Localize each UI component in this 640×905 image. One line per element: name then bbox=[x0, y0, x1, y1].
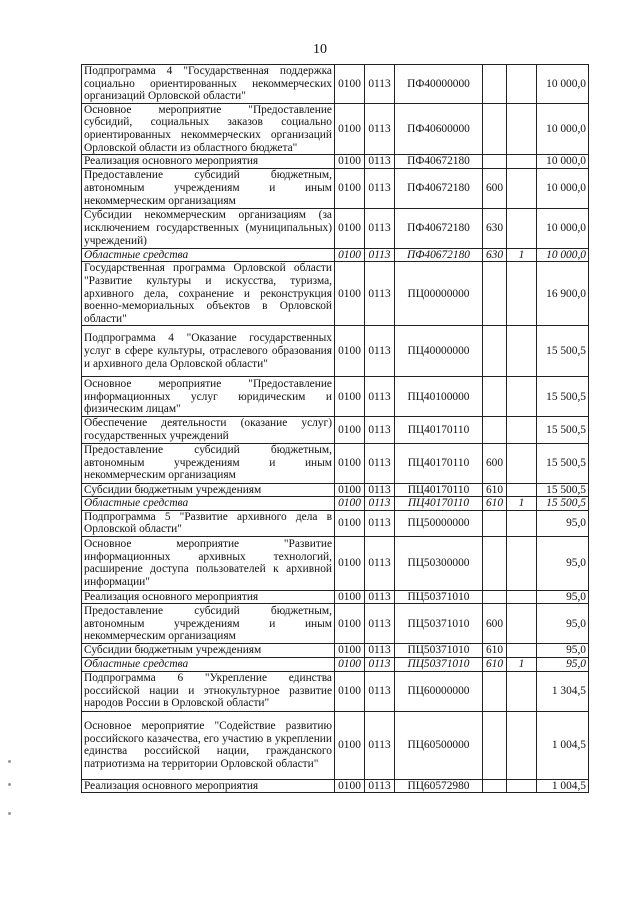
row-amount: 15 500,5 bbox=[537, 443, 589, 483]
table-row bbox=[82, 483, 589, 497]
row-section-code: 0113 bbox=[365, 208, 395, 248]
row-expense-type bbox=[483, 377, 507, 417]
row-grbs-code: 0100 bbox=[335, 658, 365, 672]
row-amount: 10 000,0 bbox=[537, 208, 589, 248]
row-funding-source bbox=[507, 711, 537, 779]
table-row bbox=[82, 536, 589, 590]
row-amount: 1 004,5 bbox=[537, 711, 589, 779]
table-row bbox=[82, 711, 589, 779]
row-grbs-code: 0100 bbox=[335, 443, 365, 483]
row-amount: 95,0 bbox=[537, 536, 589, 590]
row-target-article: ПЦ50371010 bbox=[395, 604, 483, 644]
row-grbs-code: 0100 bbox=[335, 208, 365, 248]
margin-mark bbox=[8, 760, 11, 763]
row-target-article: ПФ40600000 bbox=[395, 103, 483, 154]
row-amount: 1 304,5 bbox=[537, 671, 589, 711]
row-expense-type bbox=[483, 779, 507, 793]
page-number: 10 bbox=[313, 42, 327, 57]
row-amount: 15 500,5 bbox=[537, 417, 589, 443]
row-section-code: 0113 bbox=[365, 497, 395, 511]
row-amount: 1 004,5 bbox=[537, 779, 589, 793]
table-row bbox=[82, 658, 589, 672]
row-section-code: 0113 bbox=[365, 779, 395, 793]
row-section-code: 0113 bbox=[365, 604, 395, 644]
row-name: Подпрограмма 4 "Государственная поддержка социально ориентированных некоммерческих организаций Орловской области" bbox=[82, 65, 335, 104]
row-expense-type bbox=[483, 536, 507, 590]
row-grbs-code: 0100 bbox=[335, 497, 365, 511]
row-amount: 10 000,0 bbox=[537, 65, 589, 104]
row-section-code: 0113 bbox=[365, 248, 395, 262]
row-amount: 16 900,0 bbox=[537, 262, 589, 326]
row-target-article: ПЦ40170110 bbox=[395, 483, 483, 497]
row-section-code: 0113 bbox=[365, 326, 395, 377]
row-section-code: 0113 bbox=[365, 417, 395, 443]
table-row bbox=[82, 779, 589, 793]
row-target-article: ПЦ50000000 bbox=[395, 510, 483, 536]
row-section-code: 0113 bbox=[365, 65, 395, 104]
row-funding-source: 1 bbox=[507, 658, 537, 672]
row-name: Субсидии бюджетным учреждениям bbox=[82, 483, 335, 497]
row-grbs-code: 0100 bbox=[335, 711, 365, 779]
row-expense-type bbox=[483, 326, 507, 377]
row-target-article: ПЦ50371010 bbox=[395, 658, 483, 672]
row-grbs-code: 0100 bbox=[335, 644, 365, 658]
row-grbs-code: 0100 bbox=[335, 65, 365, 104]
row-section-code: 0113 bbox=[365, 711, 395, 779]
table-row bbox=[82, 671, 589, 711]
row-target-article: ПЦ50300000 bbox=[395, 536, 483, 590]
row-section-code: 0113 bbox=[365, 262, 395, 326]
row-expense-type bbox=[483, 417, 507, 443]
row-target-article: ПЦ60500000 bbox=[395, 711, 483, 779]
row-target-article: ПФ40672180 bbox=[395, 248, 483, 262]
row-funding-source bbox=[507, 168, 537, 208]
row-target-article: ПФ40672180 bbox=[395, 168, 483, 208]
row-name: Субсидии некоммерческим организациям (за исключением государственных (муниципальных) учреждений) bbox=[82, 208, 335, 248]
row-section-code: 0113 bbox=[365, 510, 395, 536]
row-expense-type bbox=[483, 510, 507, 536]
row-funding-source bbox=[507, 262, 537, 326]
table-row bbox=[82, 417, 589, 443]
row-amount: 10 000,0 bbox=[537, 155, 589, 169]
row-target-article: ПЦ40000000 bbox=[395, 326, 483, 377]
table-row bbox=[82, 497, 589, 511]
row-target-article: ПЦ40100000 bbox=[395, 377, 483, 417]
row-expense-type bbox=[483, 103, 507, 154]
row-funding-source bbox=[507, 155, 537, 169]
row-amount: 15 500,5 bbox=[537, 326, 589, 377]
table-row bbox=[82, 590, 589, 604]
row-grbs-code: 0100 bbox=[335, 590, 365, 604]
row-expense-type: 600 bbox=[483, 443, 507, 483]
row-target-article: ПФ40672180 bbox=[395, 155, 483, 169]
row-grbs-code: 0100 bbox=[335, 262, 365, 326]
row-amount: 15 500,5 bbox=[537, 483, 589, 497]
row-expense-type bbox=[483, 671, 507, 711]
row-expense-type bbox=[483, 262, 507, 326]
margin-mark bbox=[8, 783, 11, 786]
row-name: Государственная программа Орловской области "Развитие культуры и искусства, туризма, архивного дела, сохранение и реконструкция военно-мемориальных объектов в Орловской области" bbox=[82, 262, 335, 326]
row-section-code: 0113 bbox=[365, 658, 395, 672]
row-section-code: 0113 bbox=[365, 590, 395, 604]
row-section-code: 0113 bbox=[365, 483, 395, 497]
row-amount: 15 500,5 bbox=[537, 377, 589, 417]
row-grbs-code: 0100 bbox=[335, 155, 365, 169]
row-funding-source bbox=[507, 483, 537, 497]
row-target-article: ПЦ40170110 bbox=[395, 497, 483, 511]
row-target-article: ПФ40672180 bbox=[395, 208, 483, 248]
row-section-code: 0113 bbox=[365, 155, 395, 169]
row-target-article: ПЦ00000000 bbox=[395, 262, 483, 326]
table-row bbox=[82, 443, 589, 483]
row-section-code: 0113 bbox=[365, 671, 395, 711]
row-funding-source bbox=[507, 417, 537, 443]
row-expense-type: 630 bbox=[483, 248, 507, 262]
row-name: Областные средства bbox=[82, 658, 335, 672]
row-amount: 10 000,0 bbox=[537, 168, 589, 208]
row-target-article: ПЦ60572980 bbox=[395, 779, 483, 793]
row-funding-source bbox=[507, 377, 537, 417]
row-section-code: 0113 bbox=[365, 443, 395, 483]
row-funding-source bbox=[507, 326, 537, 377]
budget-table-body bbox=[82, 65, 589, 793]
row-name: Основное мероприятие "Развитие информационных архивных технологий, расширение доступа пользователей к архивной информации" bbox=[82, 536, 335, 590]
row-name: Реализация основного мероприятия bbox=[82, 779, 335, 793]
row-funding-source: 1 bbox=[507, 497, 537, 511]
row-name: Основное мероприятие "Предоставление информационных услуг юридическим и физическим лицам" bbox=[82, 377, 335, 417]
table-row bbox=[82, 326, 589, 377]
row-amount: 15 500,5 bbox=[537, 497, 589, 511]
row-grbs-code: 0100 bbox=[335, 483, 365, 497]
row-expense-type bbox=[483, 590, 507, 604]
row-section-code: 0113 bbox=[365, 644, 395, 658]
row-name: Основное мероприятие "Предоставление субсидий, социальных заказов социально ориентированных некоммерческих организаций Орловской области из областного бюджета" bbox=[82, 103, 335, 154]
row-funding-source bbox=[507, 510, 537, 536]
table-row bbox=[82, 644, 589, 658]
row-grbs-code: 0100 bbox=[335, 417, 365, 443]
row-grbs-code: 0100 bbox=[335, 779, 365, 793]
row-funding-source bbox=[507, 103, 537, 154]
row-grbs-code: 0100 bbox=[335, 604, 365, 644]
row-target-article: ПФ40000000 bbox=[395, 65, 483, 104]
table-row bbox=[82, 103, 589, 154]
row-section-code: 0113 bbox=[365, 103, 395, 154]
row-grbs-code: 0100 bbox=[335, 248, 365, 262]
row-funding-source bbox=[507, 590, 537, 604]
row-amount: 95,0 bbox=[537, 604, 589, 644]
row-expense-type bbox=[483, 711, 507, 779]
row-name: Предоставление субсидий бюджетным, автономным учреждениям и иным некоммерческим организациям bbox=[82, 168, 335, 208]
table-row bbox=[82, 208, 589, 248]
row-funding-source bbox=[507, 671, 537, 711]
row-funding-source bbox=[507, 644, 537, 658]
row-funding-source bbox=[507, 208, 537, 248]
row-target-article: ПЦ50371010 bbox=[395, 590, 483, 604]
table-row bbox=[82, 510, 589, 536]
budget-table bbox=[81, 64, 589, 793]
row-expense-type: 610 bbox=[483, 658, 507, 672]
row-amount: 10 000,0 bbox=[537, 103, 589, 154]
row-funding-source bbox=[507, 779, 537, 793]
row-expense-type bbox=[483, 155, 507, 169]
row-funding-source bbox=[507, 536, 537, 590]
row-section-code: 0113 bbox=[365, 168, 395, 208]
row-target-article: ПЦ40170110 bbox=[395, 443, 483, 483]
row-expense-type: 610 bbox=[483, 483, 507, 497]
row-name: Обеспечение деятельности (оказание услуг) государственных учреждений bbox=[82, 417, 335, 443]
row-expense-type: 630 bbox=[483, 208, 507, 248]
row-target-article: ПЦ40170110 bbox=[395, 417, 483, 443]
row-name: Областные средства bbox=[82, 497, 335, 511]
row-grbs-code: 0100 bbox=[335, 103, 365, 154]
table-row bbox=[82, 262, 589, 326]
row-expense-type: 610 bbox=[483, 497, 507, 511]
row-expense-type: 600 bbox=[483, 168, 507, 208]
row-name: Предоставление субсидий бюджетным, автономным учреждениям и иным некоммерческим организациям bbox=[82, 443, 335, 483]
margin-mark bbox=[8, 812, 11, 815]
row-expense-type bbox=[483, 65, 507, 104]
row-target-article: ПЦ50371010 bbox=[395, 644, 483, 658]
row-name: Областные средства bbox=[82, 248, 335, 262]
row-grbs-code: 0100 bbox=[335, 326, 365, 377]
row-name: Предоставление субсидий бюджетным, автономным учреждениям и иным некоммерческим организациям bbox=[82, 604, 335, 644]
row-grbs-code: 0100 bbox=[335, 377, 365, 417]
row-name: Основное мероприятие "Содействие развитию российского казачества, его участию в укреплении единства российской нации, гражданского патриотизма на территории Орловской области" bbox=[82, 711, 335, 779]
row-name: Субсидии бюджетным учреждениям bbox=[82, 644, 335, 658]
table-row bbox=[82, 377, 589, 417]
row-amount: 95,0 bbox=[537, 658, 589, 672]
row-amount: 95,0 bbox=[537, 510, 589, 536]
row-name: Подпрограмма 5 "Развитие архивного дела в Орловской области" bbox=[82, 510, 335, 536]
table-row bbox=[82, 155, 589, 169]
table-row bbox=[82, 65, 589, 104]
table-row bbox=[82, 248, 589, 262]
row-name: Реализация основного мероприятия bbox=[82, 590, 335, 604]
row-section-code: 0113 bbox=[365, 377, 395, 417]
row-amount: 10 000,0 bbox=[537, 248, 589, 262]
row-funding-source: 1 bbox=[507, 248, 537, 262]
row-expense-type: 610 bbox=[483, 644, 507, 658]
row-expense-type: 600 bbox=[483, 604, 507, 644]
row-amount: 95,0 bbox=[537, 590, 589, 604]
row-grbs-code: 0100 bbox=[335, 536, 365, 590]
row-amount: 95,0 bbox=[537, 644, 589, 658]
row-name: Подпрограмма 6 "Укрепление единства российской нации и этнокультурное развитие народов России в Орловской области" bbox=[82, 671, 335, 711]
row-name: Подпрограмма 4 "Оказание государственных услуг в сфере культуры, отраслевого образования и архивного дела Орловской области" bbox=[82, 326, 335, 377]
row-grbs-code: 0100 bbox=[335, 671, 365, 711]
row-funding-source bbox=[507, 443, 537, 483]
row-section-code: 0113 bbox=[365, 536, 395, 590]
row-funding-source bbox=[507, 604, 537, 644]
row-grbs-code: 0100 bbox=[335, 510, 365, 536]
row-target-article: ПЦ60000000 bbox=[395, 671, 483, 711]
row-name: Реализация основного мероприятия bbox=[82, 155, 335, 169]
table-row bbox=[82, 604, 589, 644]
row-funding-source bbox=[507, 65, 537, 104]
table-row bbox=[82, 168, 589, 208]
row-grbs-code: 0100 bbox=[335, 168, 365, 208]
